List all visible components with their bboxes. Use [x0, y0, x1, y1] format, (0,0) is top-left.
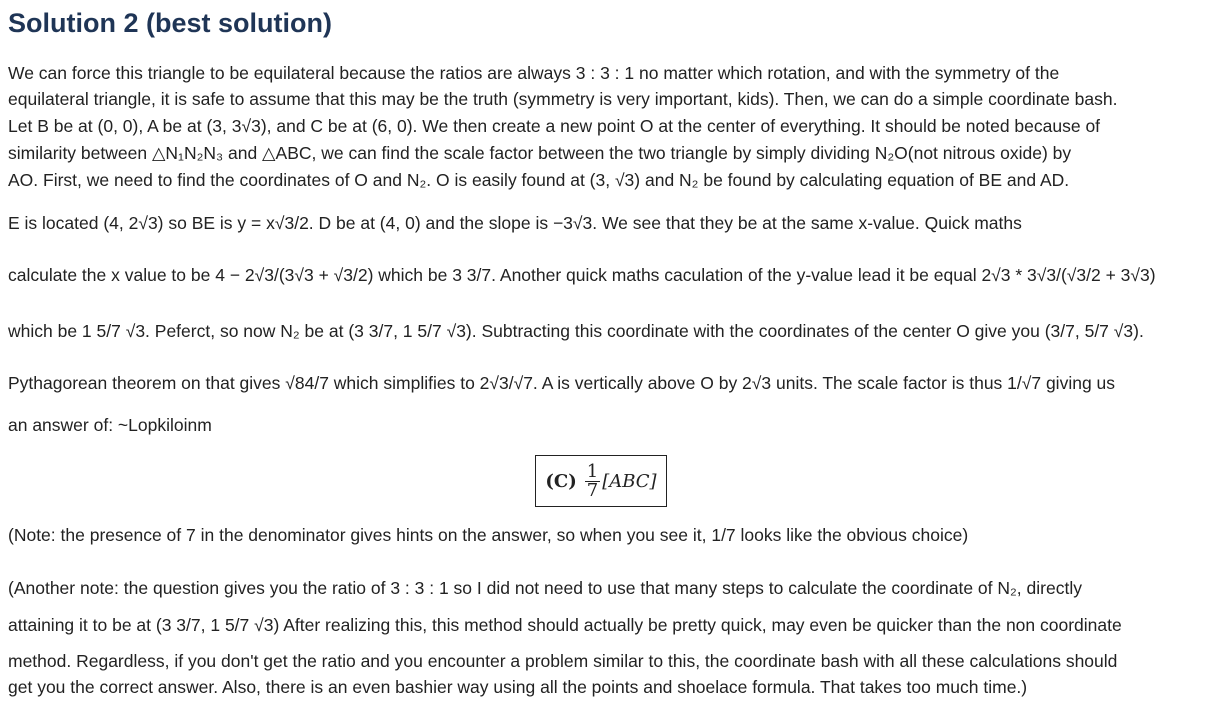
section-heading: Solution 2 (best solution) — [8, 8, 332, 38]
another-note-line-3: method. Regardless, if you don't get the ratio and you encounter a problem similar to this, the coordinate bash with all these calculations should — [8, 651, 1118, 671]
paragraph-line-10: an answer of: ~Lopkiloinm — [8, 415, 212, 435]
answer-fraction-numerator: 1 — [586, 460, 599, 482]
answer-choice-label: (C) — [545, 470, 577, 492]
another-note-line-2: attaining it to be at (3 3/7, 1 5/7 √3) After realizing this, this method should actually be pretty quick, may even be quicker than the non coordinate — [8, 615, 1122, 635]
answer-fraction — [585, 460, 600, 501]
paragraph-line-6: E is located (4, 2√3) so BE is y = x√3/2. D be at (4, 0) and the slope is −3√3. We see that they be at the same x-value. Quick maths — [8, 213, 1022, 233]
note-line: (Note: the presence of 7 in the denominator gives hints on the answer, so when you see it, 1/7 looks like the obvious choice) — [8, 525, 969, 545]
boxed-answer — [535, 455, 667, 507]
paragraph-line-5: AO. First, we need to find the coordinates of O and N₂. O is easily found at (3, √3) and N₂ be found by calculating equation of BE and AD. — [8, 170, 1070, 190]
answer-expression: [ABC] — [602, 470, 657, 492]
answer-fraction-denominator: 7 — [586, 479, 599, 501]
paragraph-line-8: which be 1 5/7 √3. Peferct, so now N₂ be at (3 3/7, 1 5/7 √3). Subtracting this coordinate with the coordinates of the center O give you (3/7, 5/7 √3). — [8, 321, 1144, 341]
another-note-line-1: (Another note: the question gives you the ratio of 3 : 3 : 1 so I did not need to use that many steps to calculate the coordinate of N₂, directly — [8, 578, 1082, 598]
paragraph-line-3: Let B be at (0, 0), A be at (3, 3√3), and C be at (6, 0). We then create a new point O at the center of everything. It should be noted because of — [8, 116, 1101, 136]
another-note-line-4: get you the correct answer. Also, there is an even bashier way using all the points and shoelace formula. That takes too much time.) — [8, 677, 1028, 697]
paragraph-line-4: similarity between △N₁N₂N₃ and △ABC, we can find the scale factor between the two triangle by simply dividing N₂O(not nitrous oxide) by — [8, 143, 1072, 163]
paragraph-line-9: Pythagorean theorem on that gives √84/7 which simplifies to 2√3/√7. A is vertically above O by 2√3 units. The scale factor is thus 1/√7 giving us — [8, 373, 1116, 393]
paragraph-line-2: equilateral triangle, it is safe to assume that this may be the truth (symmetry is very important, kids). Then, we can do a simple coordinate bash. — [8, 89, 1118, 109]
paragraph-line-7: calculate the x value to be 4 − 2√3/(3√3 + √3/2) which be 3 3/7. Another quick maths caculation of the y-value lead it be equal 2√3 * 3√3/(√3/2 + 3√3) — [8, 265, 1156, 285]
paragraph-line-1: We can force this triangle to be equilateral because the ratios are always 3 : 3 : 1 no matter which rotation, and with the symmetry of the — [8, 63, 1060, 83]
